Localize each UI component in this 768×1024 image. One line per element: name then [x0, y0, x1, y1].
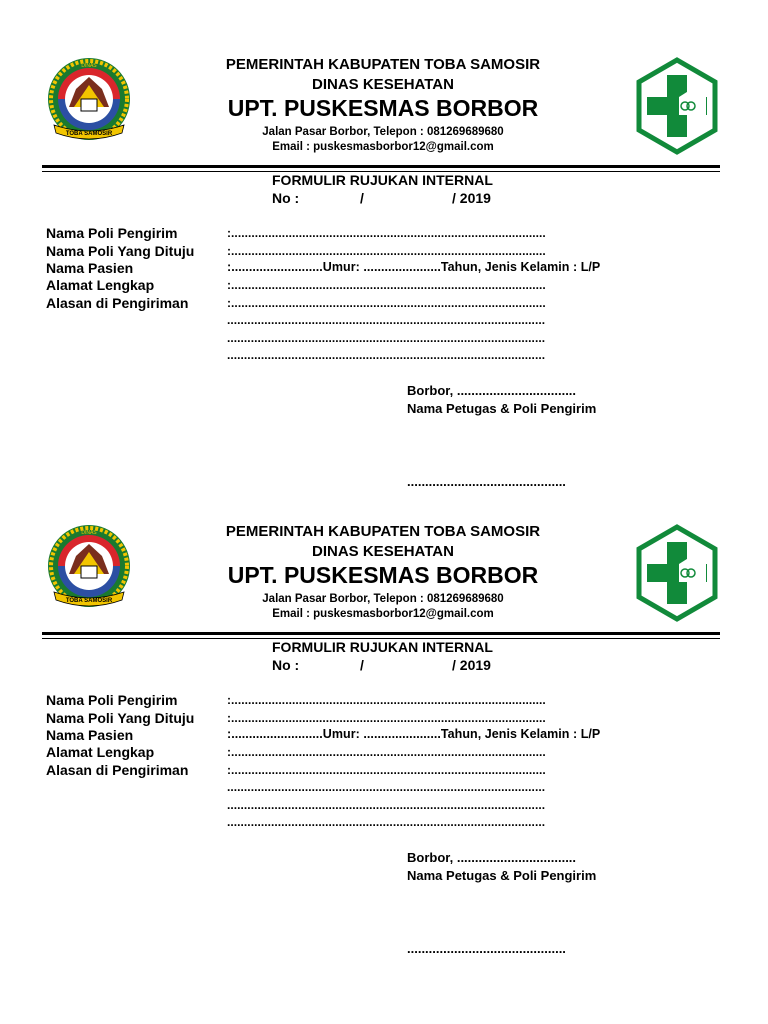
- toba-samosir-logo: [44, 522, 134, 610]
- signature-line[interactable]: ............................................: [407, 941, 566, 956]
- department-name: DINAS KESEHATAN: [312, 76, 454, 93]
- svg-text:DINAS: DINAS: [81, 530, 97, 536]
- signer-label: Nama Petugas & Poli Pengirim: [407, 401, 597, 416]
- svg-text:DINAS: DINAS: [81, 63, 97, 69]
- field-label-reason: Alasan di Pengiriman: [46, 295, 189, 311]
- number-year: / 2019: [452, 190, 491, 206]
- field-patient-name-age-sex[interactable]: :..........................Umur: ......................Tahun, Jenis Kelamin : L/P: [227, 727, 601, 741]
- svg-text:TOBA SAMOSIR: TOBA SAMOSIR: [65, 131, 113, 137]
- clinic-name: UPT. PUSKESMAS BORBOR: [227, 562, 539, 588]
- field-label-patient-name: Nama Pasien: [46, 260, 134, 276]
- field-target-poli[interactable]: :.............................................................................................: [227, 244, 546, 258]
- clinic-email: Email : puskesmasborbor12@gmail.com: [272, 608, 494, 620]
- puskesmas-logo: [636, 57, 718, 155]
- referral-form-1: [0, 52, 768, 519]
- clinic-address: Jalan Pasar Borbor, Telepon : 081269689680: [262, 126, 504, 138]
- field-label-address: Alamat Lengkap: [46, 277, 155, 293]
- clinic-email: Email : puskesmasborbor12@gmail.com: [272, 141, 494, 153]
- field-reason[interactable]: :.............................................................................................: [227, 296, 546, 310]
- number-label: No :: [272, 657, 300, 673]
- reason-line-3[interactable]: ..............................................................................................: [227, 798, 546, 812]
- field-label-patient-name: Nama Pasien: [46, 727, 134, 743]
- reason-line-3[interactable]: ..............................................................................................: [227, 331, 546, 345]
- clinic-name: UPT. PUSKESMAS BORBOR: [227, 95, 539, 121]
- reason-line-2[interactable]: ..............................................................................................: [227, 313, 546, 327]
- field-address[interactable]: :.............................................................................................: [227, 278, 546, 292]
- field-label-sender-poli: Nama Poli Pengirim: [46, 225, 178, 241]
- field-label-sender-poli: Nama Poli Pengirim: [46, 692, 178, 708]
- header-divider-thick: [42, 632, 720, 635]
- department-name: DINAS KESEHATAN: [312, 543, 454, 560]
- number-year: / 2019: [452, 657, 491, 673]
- number-label: No :: [272, 190, 300, 206]
- place-date: Borbor, .................................: [407, 850, 577, 865]
- field-reason[interactable]: :.............................................................................................: [227, 763, 546, 777]
- government-name: PEMERINTAH KABUPATEN TOBA SAMOSIR: [225, 56, 541, 73]
- reason-line-4[interactable]: ..............................................................................................: [227, 348, 546, 362]
- toba-samosir-logo: [44, 55, 134, 143]
- header-divider-thick: [42, 165, 720, 168]
- number-separator: /: [360, 657, 364, 673]
- field-address[interactable]: :.............................................................................................: [227, 745, 546, 759]
- field-label-address: Alamat Lengkap: [46, 744, 155, 760]
- form-title: FORMULIR RUJUKAN INTERNAL: [272, 172, 493, 188]
- field-sender-poli[interactable]: :.............................................................................................: [227, 693, 546, 707]
- field-patient-name-age-sex[interactable]: :..........................Umur: ......................Tahun, Jenis Kelamin : L/P: [227, 260, 601, 274]
- place-date: Borbor, .................................: [407, 383, 577, 398]
- clinic-address: Jalan Pasar Borbor, Telepon : 081269689680: [262, 593, 504, 605]
- puskesmas-logo: [636, 524, 718, 622]
- field-label-target-poli: Nama Poli Yang Dituju: [46, 710, 195, 726]
- reason-line-4[interactable]: ..............................................................................................: [227, 815, 546, 829]
- field-sender-poli[interactable]: :.............................................................................................: [227, 226, 546, 240]
- svg-text:TOBA SAMOSIR: TOBA SAMOSIR: [65, 598, 113, 604]
- signer-label: Nama Petugas & Poli Pengirim: [407, 868, 597, 883]
- reason-line-2[interactable]: ..............................................................................................: [227, 780, 546, 794]
- referral-form-2: [0, 519, 768, 986]
- field-label-reason: Alasan di Pengiriman: [46, 762, 189, 778]
- form-title: FORMULIR RUJUKAN INTERNAL: [272, 639, 493, 655]
- field-label-target-poli: Nama Poli Yang Dituju: [46, 243, 195, 259]
- government-name: PEMERINTAH KABUPATEN TOBA SAMOSIR: [225, 523, 541, 540]
- number-separator: /: [360, 190, 364, 206]
- field-target-poli[interactable]: :.............................................................................................: [227, 711, 546, 725]
- signature-line[interactable]: ............................................: [407, 474, 566, 489]
